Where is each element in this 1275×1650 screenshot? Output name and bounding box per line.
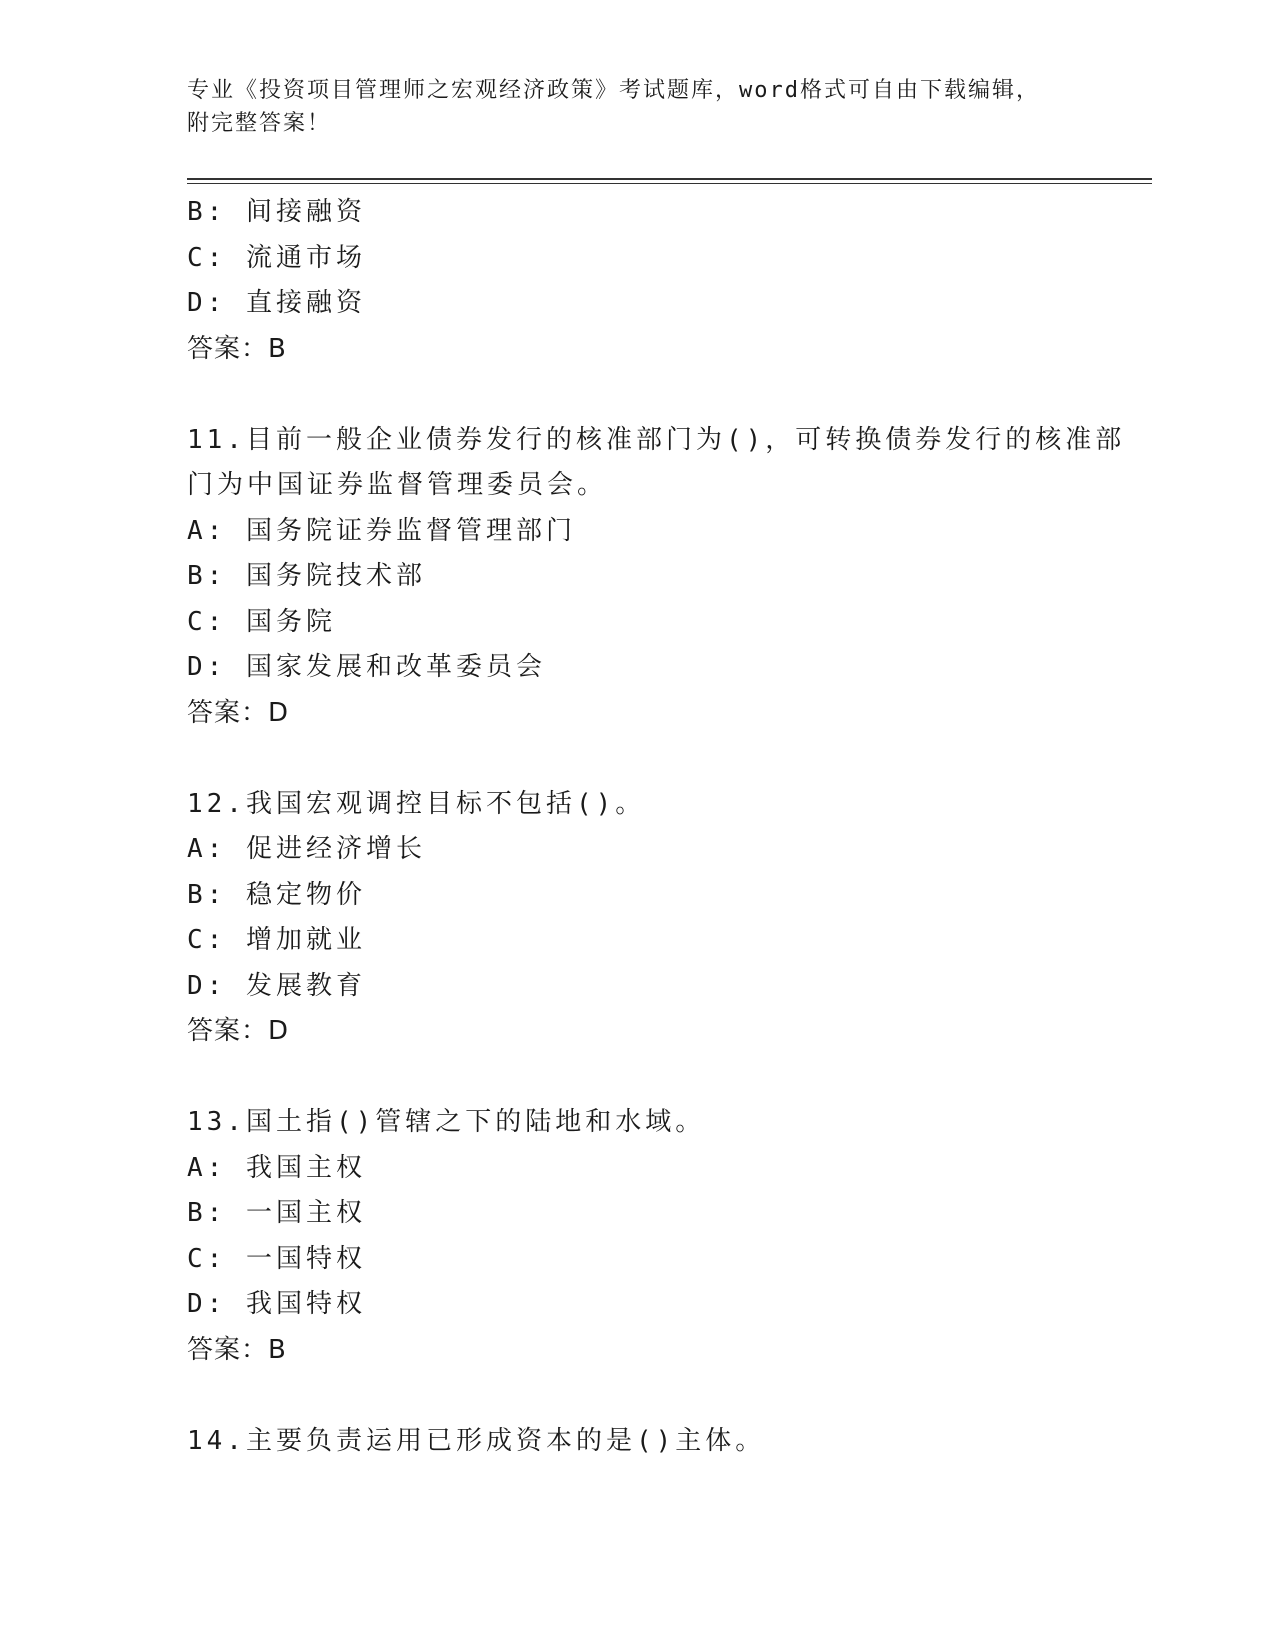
question-block-10 [187,190,1087,372]
option-c: C: 国务院 [187,606,336,637]
option-b: B: 国务院技术部 [187,561,426,591]
question-title-line: 11.目前一般企业债券发行的核准部门为()，可转换债券发行的核准部 [187,424,1126,455]
option-d: D: 国家发展和改革委员会 [187,652,546,682]
question-block-13 [187,1100,1087,1373]
question-title-line: 14.主要负责运用已形成资本的是()主体。 [187,1425,766,1456]
option-b: B: 间接融资 [187,197,366,227]
option-a: A: 国务院证券监督管理部门 [187,515,576,546]
document-header [187,74,1087,140]
header-divider-thick [187,178,1152,180]
question-block-12 [187,782,1087,1055]
header-line-2: 附完整答案！ [187,111,332,136]
option-b: B: 稳定物价 [187,879,366,910]
answer-line: 答案：B [187,1334,287,1365]
question-block-14 [187,1419,1087,1465]
option-c: C: 增加就业 [187,925,366,955]
answer-line: 答案：D [187,697,290,728]
question-title-line: 门为中国证券监督管理委员会。 [187,470,608,500]
option-d: D: 发展教育 [187,970,366,1001]
question-title-line: 13.国土指()管辖之下的陆地和水域。 [187,1107,706,1137]
question-block-11 [187,418,1126,737]
header-divider-thin [187,183,1152,184]
answer-line: 答案：D [187,1016,290,1046]
header-line-1: 专业《投资项目管理师之宏观经济政策》考试题库，word格式可自由下载编辑， [187,78,1040,103]
option-a: A: 我国主权 [187,1152,366,1183]
option-d: D: 我国特权 [187,1289,366,1319]
option-c: C: 流通市场 [187,242,366,273]
question-list [187,190,1126,1464]
option-a: A: 促进经济增长 [187,834,426,864]
option-c: C: 一国特权 [187,1243,366,1274]
option-d: D: 直接融资 [187,288,366,318]
answer-line: 答案：B [187,333,287,364]
question-title-line: 12.我国宏观调控目标不包括()。 [187,788,646,819]
option-b: B: 一国主权 [187,1198,366,1228]
